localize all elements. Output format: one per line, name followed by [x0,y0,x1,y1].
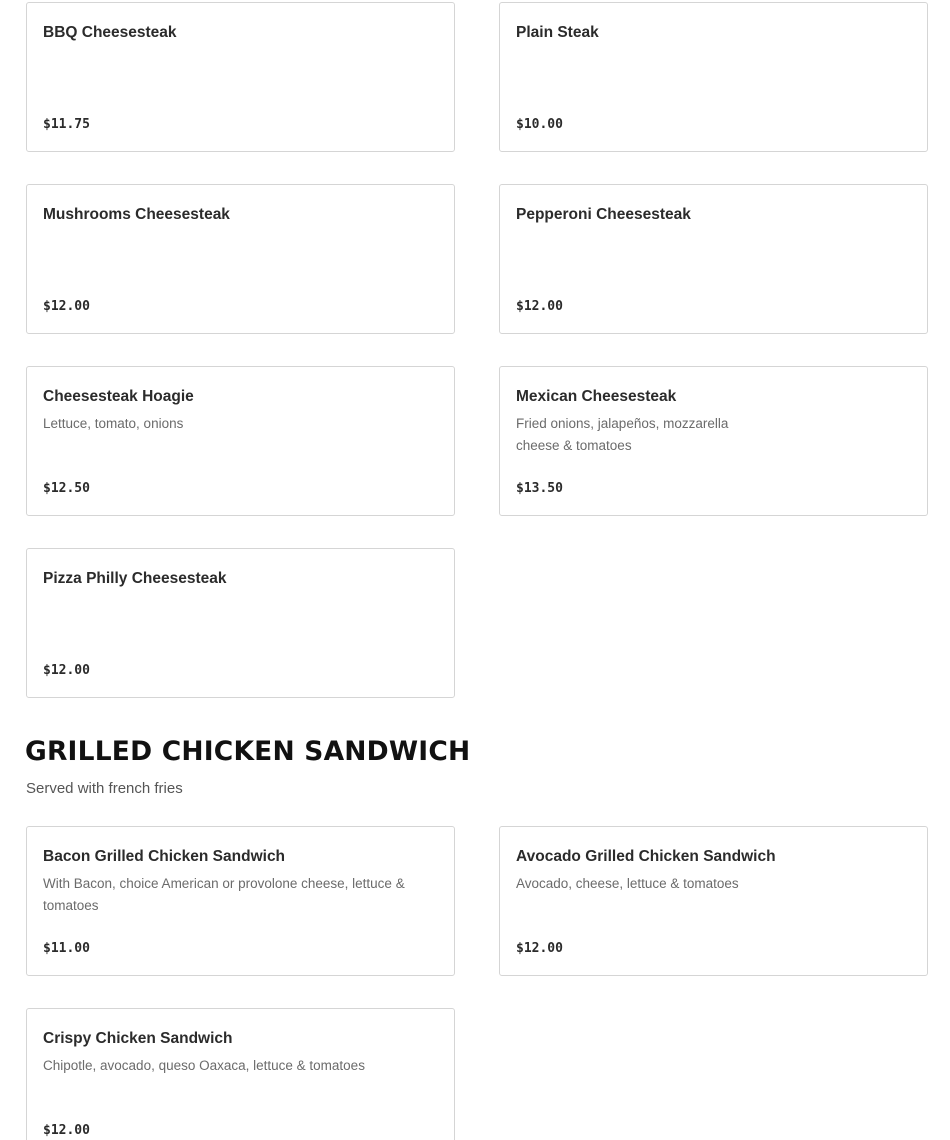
menu-item-card[interactable] [26,826,455,976]
menu-item-price: $11.75 [43,117,90,132]
menu-item-card[interactable] [26,366,455,516]
menu-item-price: $12.00 [516,941,563,956]
menu-item-description: Lettuce, tomato, onions [43,416,184,431]
menu-item-name: Bacon Grilled Chicken Sandwich [43,848,286,865]
menu-item-name: Pizza Philly Cheesesteak [43,570,227,587]
section-title: GRILLED CHICKEN SANDWICH [25,736,471,767]
menu-item-price: $12.00 [43,1123,90,1138]
menu-item-card[interactable] [26,548,455,698]
menu-item-description: Chipotle, avocado, queso Oaxaca, lettuce & tomatoes [43,1058,365,1073]
menu-item-name: Pepperoni Cheesesteak [516,206,691,223]
menu-item-price: $10.00 [516,117,563,132]
section-subtitle: Served with french fries [26,780,183,797]
menu-item-card[interactable] [499,2,928,152]
menu-item-description: With Bacon, choice American or provolone cheese, lettuce & tomatoes [43,876,405,913]
menu-item-card[interactable] [499,826,928,976]
menu-item-description: Fried onions, jalapeños, mozzarella cheese & tomatoes [516,416,729,453]
menu-item-price: $12.00 [516,299,563,314]
cheesesteak-items-grid [26,2,928,698]
menu-item-name: Avocado Grilled Chicken Sandwich [516,848,776,865]
menu-item-card[interactable] [499,366,928,516]
menu-item-card[interactable] [26,2,455,152]
menu-item-price: $13.50 [516,481,563,496]
menu-item-name: Crispy Chicken Sandwich [43,1030,233,1047]
menu-item-name: BBQ Cheesesteak [43,24,177,41]
menu-item-card[interactable] [499,184,928,334]
menu-item-card[interactable] [26,184,455,334]
grilled-chicken-items-grid [26,826,928,1140]
menu-item-card[interactable] [26,1008,455,1140]
menu-item-name: Mushrooms Cheesesteak [43,206,230,223]
menu-item-name: Cheesesteak Hoagie [43,388,194,405]
menu-item-price: $12.00 [43,299,90,314]
menu-item-name: Mexican Cheesesteak [516,388,677,405]
menu-item-name: Plain Steak [516,24,599,41]
menu-item-price: $12.00 [43,663,90,678]
menu-item-price: $11.00 [43,941,90,956]
menu-item-description: Avocado, cheese, lettuce & tomatoes [516,876,739,891]
menu-item-price: $12.50 [43,481,90,496]
